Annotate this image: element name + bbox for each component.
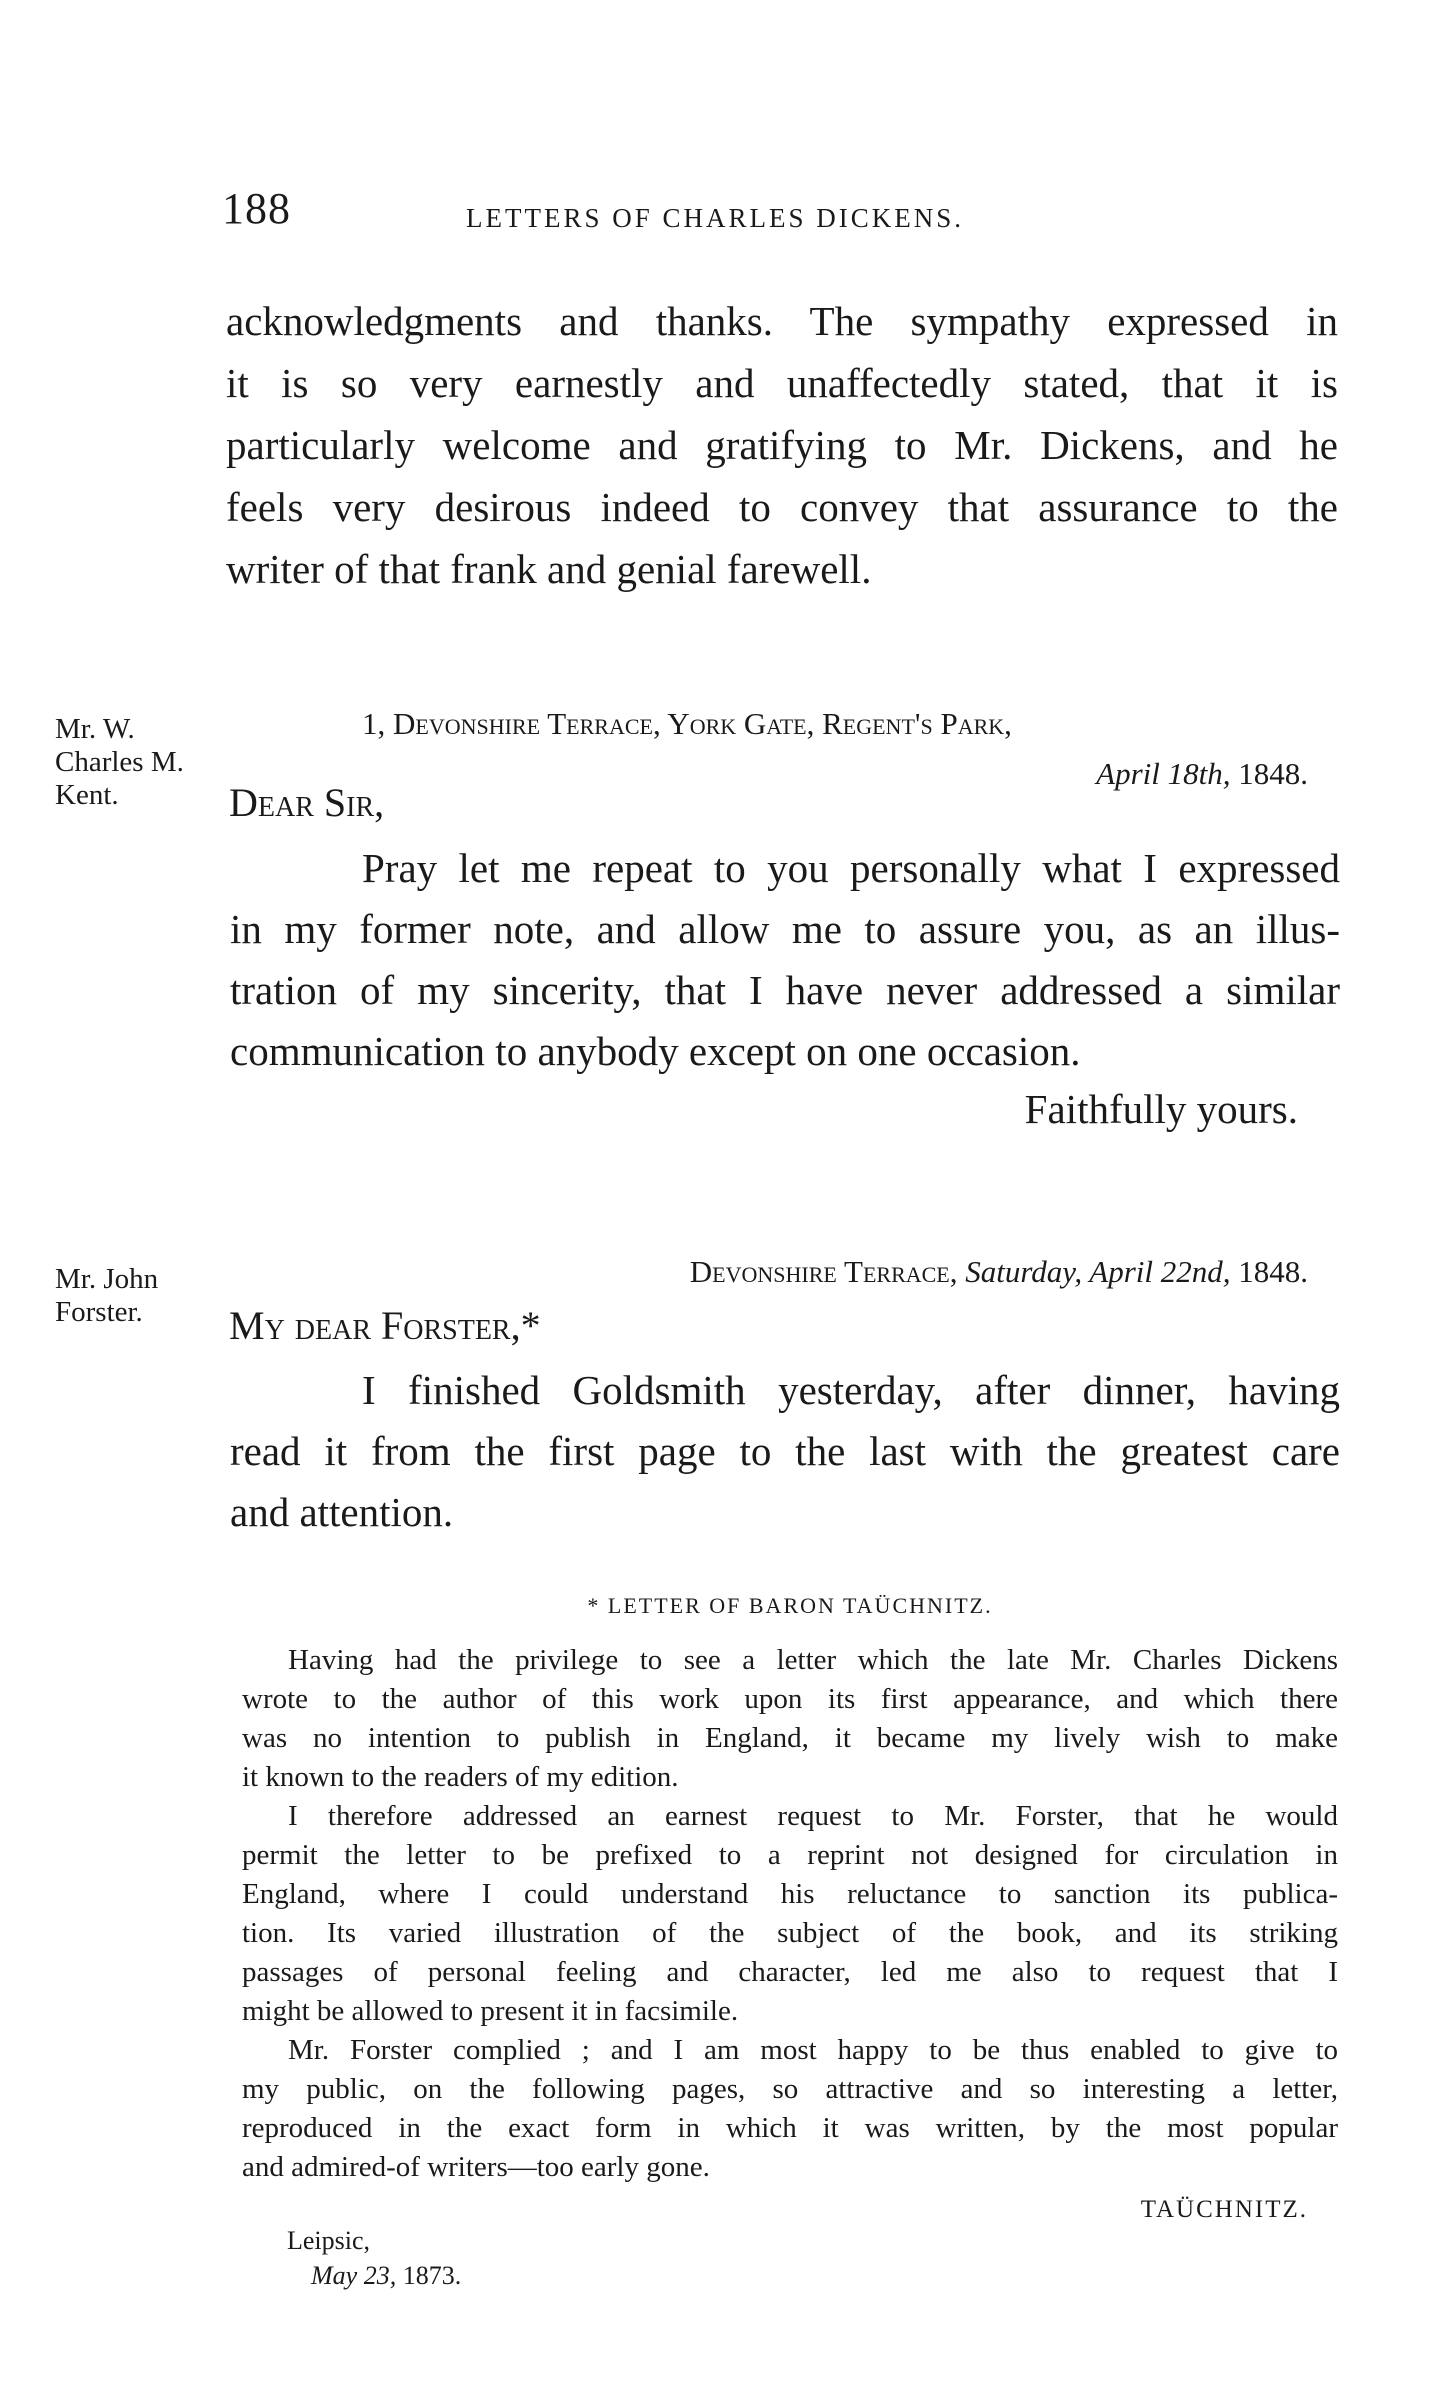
dateline-date: Saturday, April 22nd, — [965, 1254, 1231, 1289]
letter-body — [230, 1360, 1340, 1543]
page-number: 188 — [222, 184, 291, 233]
footnote-line: wrote to the author of this work upon its first appearance, and which there — [242, 1683, 1338, 1715]
footnote-line: my public, on the following pages, so attractive and so interesting a letter, — [242, 2073, 1338, 2105]
footnote-line: was no intention to publish in England, it became my lively wish to make — [242, 1722, 1338, 1754]
margin-note-line: Forster. — [55, 1296, 143, 1328]
footnote-line: Having had the privilege to see a letter which the late Mr. Charles Dickens — [288, 1644, 1338, 1676]
text-line: tration of my sincerity, that I have never addressed a similar — [230, 967, 1340, 1013]
footnote-line: and admired-of writers—too early gone. — [242, 2151, 710, 2183]
footnote-line: tion. Its varied illustration of the subject of the book, and its striking — [242, 1917, 1338, 1949]
date-month-day: April 18th, — [1096, 756, 1231, 791]
margin-note-line: Charles M. — [55, 746, 184, 778]
margin-note-recipient-kent — [55, 713, 184, 812]
letter-dateline — [500, 1254, 1308, 1290]
footnote-line: Mr. Forster complied ; and I am most happy to be thus enabled to give to — [288, 2034, 1338, 2066]
footnote-paragraph — [242, 1641, 1338, 1797]
footnote-place: Leipsic, — [287, 2226, 371, 2255]
footnote-line: passages of personal feeling and character, led me also to request that I — [242, 1956, 1338, 1988]
footnote-date-month: May 23, — [311, 2261, 397, 2290]
footnote-line: might be allowed to present it in facsimile. — [242, 1995, 739, 2027]
text-line: read it from the first page to the last with the greatest care — [230, 1428, 1340, 1474]
margin-note-line: Mr. John — [55, 1263, 159, 1295]
footnote-paragraph — [242, 2031, 1338, 2187]
text-line: it is so very earnestly and unaffectedly stated, that it is — [226, 360, 1338, 406]
dateline-place: Devonshire Terrace, — [689, 1254, 958, 1289]
text-line: Pray let me repeat to you personally what I expressed — [362, 845, 1340, 891]
footnote-line: permit the letter to be prefixed to a reprint not designed for circulation in — [242, 1839, 1338, 1871]
footnote-paragraph — [242, 1797, 1338, 2031]
text-line: in my former note, and allow me to assure you, as an illus- — [230, 906, 1340, 952]
text-line: communication to anybody except on one occasion. — [230, 1028, 1081, 1074]
signoff: Faithfully yours. — [1024, 1086, 1298, 1132]
footnote-line: I therefore addressed an earnest request to Mr. Forster, that he would — [288, 1800, 1338, 1832]
text-line: writer of that frank and genial farewell. — [226, 546, 872, 592]
running-title: LETTERS OF CHARLES DICKENS. — [466, 203, 965, 233]
text-line: I finished Goldsmith yesterday, after dinner, having — [362, 1367, 1340, 1413]
letter-date — [800, 756, 1308, 792]
dateline-year: 1848. — [1230, 1254, 1308, 1289]
footnote-line: reproduced in the exact form in which it was written, by the most popular — [242, 2112, 1338, 2144]
letter-body — [230, 838, 1340, 1082]
margin-note-recipient-forster — [55, 1263, 158, 1329]
footnote-line: England, where I could understand his reluctance to sanction its publica- — [242, 1878, 1338, 1910]
continuation-paragraph — [226, 290, 1338, 600]
salutation: My dear Forster,* — [229, 1303, 541, 1348]
margin-note-line: Mr. W. — [55, 713, 135, 745]
footnote-line: it known to the readers of my edition. — [242, 1761, 679, 1793]
text-line: acknowledgments and thanks. The sympathy expressed in — [226, 298, 1338, 344]
text-line: feels very desirous indeed to convey that assurance to the — [226, 484, 1338, 530]
margin-note-line: Kent. — [55, 779, 119, 811]
footnote-signature: TAÜCHNITZ. — [1140, 2196, 1308, 2223]
footnote-date — [311, 2261, 461, 2291]
footnote-title: * LETTER OF BARON TAÜCHNITZ. — [587, 1593, 993, 1618]
text-line: particularly welcome and gratifying to Mr. Dickens, and he — [226, 422, 1338, 468]
letter-address: 1, Devonshire Terrace, York Gate, Regent's Park, — [362, 706, 1012, 741]
footnote-date-year: 1873. — [396, 2261, 462, 2290]
date-year: 1848. — [1230, 756, 1308, 791]
text-line: and attention. — [230, 1489, 454, 1535]
salutation: Dear Sir, — [229, 780, 385, 825]
